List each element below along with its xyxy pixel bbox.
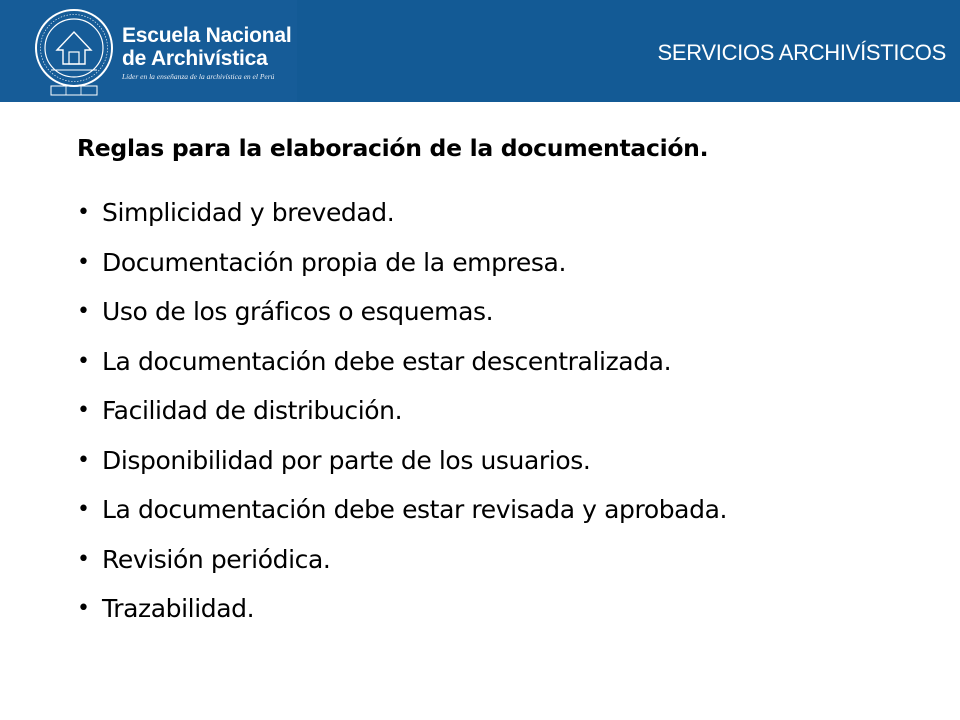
bullet-dot-icon: • (77, 249, 90, 275)
bullet-text: Trazabilidad. (102, 594, 255, 623)
slide-title: Reglas para la elaboración de la documentación. (77, 134, 709, 162)
bullet-item (77, 440, 727, 490)
bullet-item (77, 489, 727, 539)
bullet-text: Uso de los gráficos o esquemas. (102, 297, 494, 326)
bullet-text: Simplicidad y brevedad. (102, 198, 395, 227)
school-name-line2: de Archivística (122, 47, 268, 70)
bullet-text: Documentación propia de la empresa. (102, 247, 567, 277)
school-logo (0, 0, 297, 102)
school-name (122, 24, 292, 70)
seal-emblem-icon (33, 6, 115, 96)
bullet-text: La documentación debe estar descentralizada. (102, 346, 672, 376)
bullet-item (77, 341, 727, 391)
bullet-item (77, 192, 727, 242)
school-name-line1: Escuela Nacional (122, 24, 292, 47)
bullet-dot-icon: • (77, 348, 90, 374)
bullet-text: Facilidad de distribución. (102, 396, 403, 425)
bullet-list (77, 192, 727, 638)
bullet-dot-icon: • (77, 546, 90, 572)
bullet-item (77, 242, 727, 292)
bullet-dot-icon: • (77, 398, 90, 423)
bullet-dot-icon: • (77, 200, 90, 225)
bullet-dot-icon: • (77, 596, 90, 621)
bullet-dot-icon: • (77, 299, 90, 324)
bullet-text: La documentación debe estar revisada y aprobada. (102, 495, 728, 524)
bullet-item (77, 539, 727, 589)
section-title: SERVICIOS ARCHIVÍSTICOS (657, 40, 946, 65)
bullet-dot-icon: • (77, 497, 90, 522)
header-banner (0, 0, 960, 102)
bullet-item (77, 390, 727, 440)
bullet-item (77, 588, 727, 638)
bullet-text: Disponibilidad por parte de los usuarios. (102, 445, 591, 475)
school-tagline: Líder en la enseñanza de la archivística en el Perú (122, 72, 275, 81)
bullet-item (77, 291, 727, 341)
bullet-text: Revisión periódica. (102, 544, 331, 574)
bullet-dot-icon: • (77, 447, 90, 473)
